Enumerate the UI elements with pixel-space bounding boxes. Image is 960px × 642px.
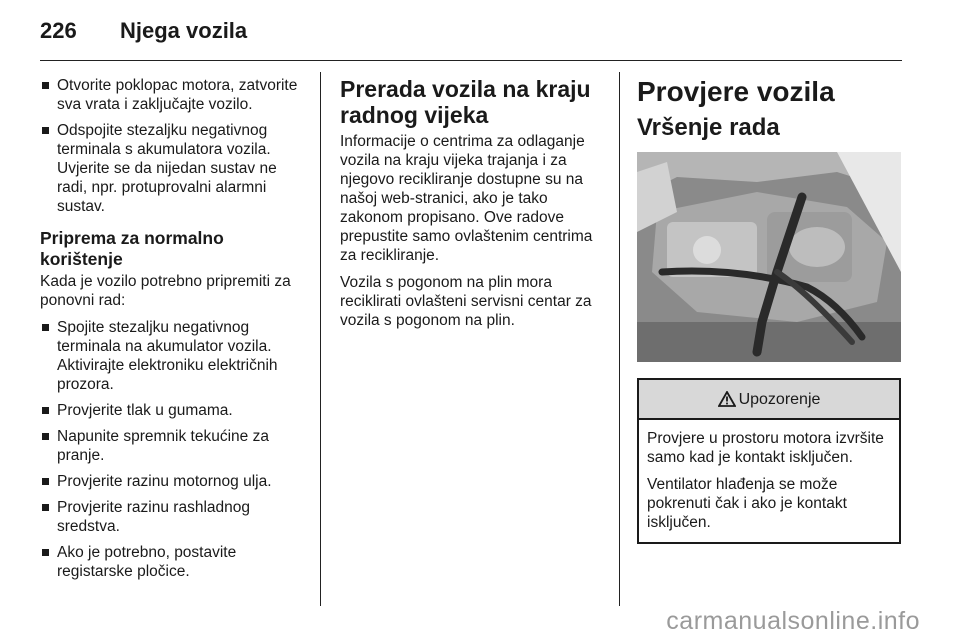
list-item: Provjerite razinu motornog ulja.	[40, 472, 308, 491]
column-divider-2	[619, 72, 620, 606]
column-middle	[340, 76, 605, 338]
paragraph: Vozila s pogonom na plin mora reciklirati ovlašteni servisni centar za vozila s pogonom na plin.	[340, 274, 592, 329]
page-header	[40, 18, 247, 48]
page-number: 226	[40, 18, 77, 43]
list-item: Spojite stezaljku negativnog terminala na akumulator vozila. Aktivirajte elektroniku električnih prozora.	[40, 318, 308, 394]
column-left	[40, 76, 308, 588]
warning-triangle-icon	[718, 391, 736, 407]
bullet-list	[40, 318, 308, 581]
warning-body	[639, 420, 899, 542]
sub-heading: Vršenje rada	[637, 114, 780, 141]
section-heading: Provjere vozila	[637, 76, 835, 107]
list-item: Ako je potrebno, postavite registarske pločice.	[40, 543, 308, 581]
engine-bay-photo	[637, 152, 901, 362]
list-item: Odspojite stezaljku negativnog terminala s akumulatora vozila. Uvjerite se da nijedan sustav ne radi, npr. protuprovalni alarmni sustav.	[40, 121, 308, 216]
warning-header	[639, 380, 899, 420]
section-heading: Prerada vozila na kraju radnog vijeka	[340, 76, 591, 128]
list-item: Provjerite tlak u gumama.	[40, 401, 308, 420]
list-item: Napunite spremnik tekućine za pranje.	[40, 427, 308, 465]
warning-box	[637, 378, 901, 544]
paragraph: Informacije o centrima za odlaganje vozila na kraju vijeka trajanja i za njegovo recikliranje dostupne su na našoj web-stranici, ako je tako zakonom propisano. Ove radove prepustite samo ovlaštenim centrima za recikliranje.	[340, 133, 593, 264]
column-right	[637, 76, 902, 544]
page-title: Njega vozila	[120, 18, 248, 43]
column-divider-1	[320, 72, 321, 606]
header-divider	[40, 60, 902, 61]
warning-text: Provjere u prostoru motora izvršite samo kad je kontakt isključen.	[647, 430, 884, 466]
list-item: Otvorite poklopac motora, zatvorite sva vrata i zaključajte vozilo.	[40, 76, 308, 114]
warning-title: Upozorenje	[738, 390, 821, 408]
list-item: Provjerite razinu rashladnog sredstva.	[40, 498, 308, 536]
bullet-list-top	[40, 76, 308, 216]
watermark: carmanualsonline.info	[666, 607, 920, 635]
warning-text: Ventilator hlađenja se može pokrenuti čak i ako je kontakt isključen.	[647, 476, 847, 531]
intro-text: Kada je vozilo potrebno pripremiti za ponovni rad:	[40, 273, 291, 309]
section-heading: Priprema za normalno korištenje	[40, 228, 224, 269]
